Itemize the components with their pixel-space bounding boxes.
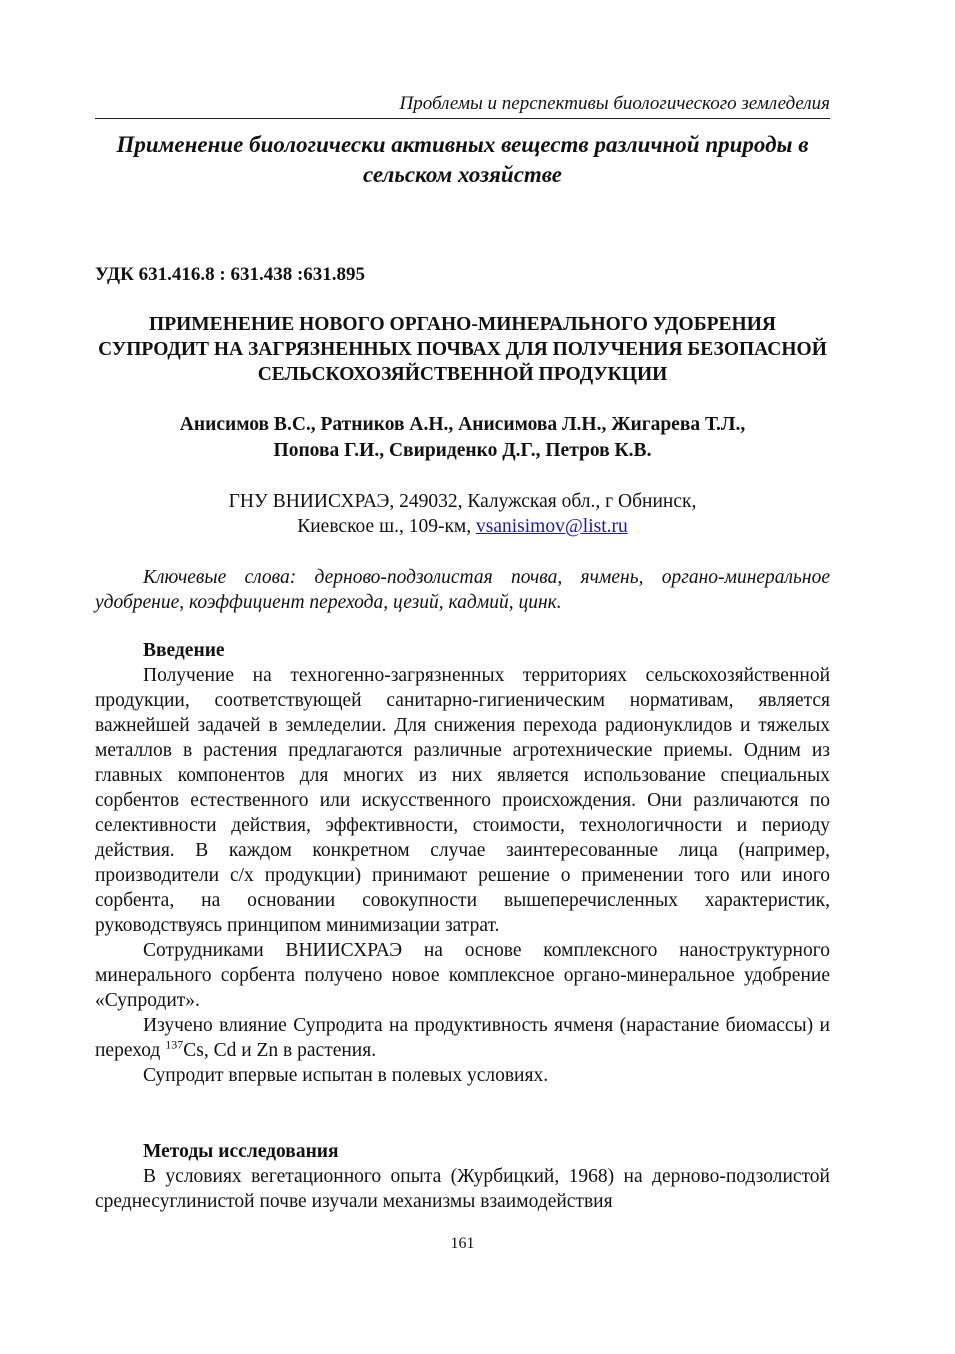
running-header: Проблемы и перспективы биологического земледелия [95, 92, 830, 119]
introduction-paragraph-1: Получение на техногенно-загрязненных территориях сельскохозяйственной продукции, соответствующей санитарно-гигиеническим нормативам, является важнейшей задачей в земледелии. Для снижения перехода радионуклидов и тяжелых металлов в растения предлагаются различные агротехнические приемы. Одним из главных компонентов для многих из них является использование специальных сорбентов естественного или искусственного происхождения. Они различаются по селективности действия, эффективности, стоимости, технологичности и периоду действия. В каждом конкретном случае заинтересованные лица (например, производители с/х продукции) принимают решение о применении того или иного сорбента, на основании совокупности вышеперечисленных характеристик, руководствуясь принципом минимизации затрат. [95, 665, 830, 936]
email-link[interactable]: vsanisimov@list.ru [476, 516, 628, 537]
methods-heading: Методы исследования [143, 1141, 339, 1162]
authors-line-1: Анисимов В.С., Ратников А.Н., Анисимова Л.Н., Жигарева Т.Л., [179, 414, 746, 435]
paragraph-3-text-end: Cs, Cd и Zn в растения. [183, 1040, 377, 1061]
isotope-mass-number: 137 [165, 1037, 184, 1052]
introduction-section [95, 638, 830, 1088]
affiliation-line-2 [95, 514, 830, 539]
introduction-heading: Введение [143, 640, 225, 661]
methods-section [95, 1139, 830, 1214]
affiliation-line-1: ГНУ ВНИИСХРАЭ, 249032, Калужская обл., г Обнинск, [228, 491, 697, 512]
methods-paragraph-1: В условиях вегетационного опыта (Журбицкий, 1968) на дерново-подзолистой среднесуглинистой почве изучали механизмы взаимодействия [95, 1166, 830, 1212]
section-heading: Применение биологически активных веществ различной природы в сельском хозяйстве [116, 132, 809, 187]
udk-code: УДК 631.416.8 : 631.438 :631.895 [95, 264, 366, 285]
affiliation-address: Киевское ш., 109-км, [297, 516, 477, 537]
authors-line-2: Попова Г.И., Свириденко Д.Г., Петров К.В. [273, 440, 652, 461]
paragraph-3-text: Изучено влияние Супродита на продуктивность ячменя (нарастание биомассы) и переход [95, 1015, 830, 1061]
introduction-paragraph-2: Сотрудниками ВНИИСХРАЭ на основе комплексного наноструктурного минерального сорбента получено новое комплексное органо-минеральное удобрение «Супродит». [95, 940, 830, 1011]
authors [95, 412, 830, 464]
affiliation [95, 489, 830, 539]
introduction-paragraph-4: Супродит впервые испытан в полевых условиях. [143, 1065, 549, 1086]
introduction-paragraph-3 [95, 1013, 830, 1063]
article-title: ПРИМЕНЕНИЕ НОВОГО ОРГАНО-МИНЕРАЛЬНОГО УДОБРЕНИЯ СУПРОДИТ НА ЗАГРЯЗНЕННЫХ ПОЧВАХ ДЛЯ ПОЛУЧЕНИЯ БЕЗОПАСНОЙ СЕЛЬСКОХОЗЯЙСТВЕННОЙ ПРОДУКЦИИ [98, 314, 827, 385]
keywords: Ключевые слова: дерново-подзолистая почва, ячмень, органо-минеральное удобрение, коэффициент перехода, цезий, кадмий, цинк. [95, 567, 830, 613]
page-number: 161 [450, 1235, 475, 1252]
